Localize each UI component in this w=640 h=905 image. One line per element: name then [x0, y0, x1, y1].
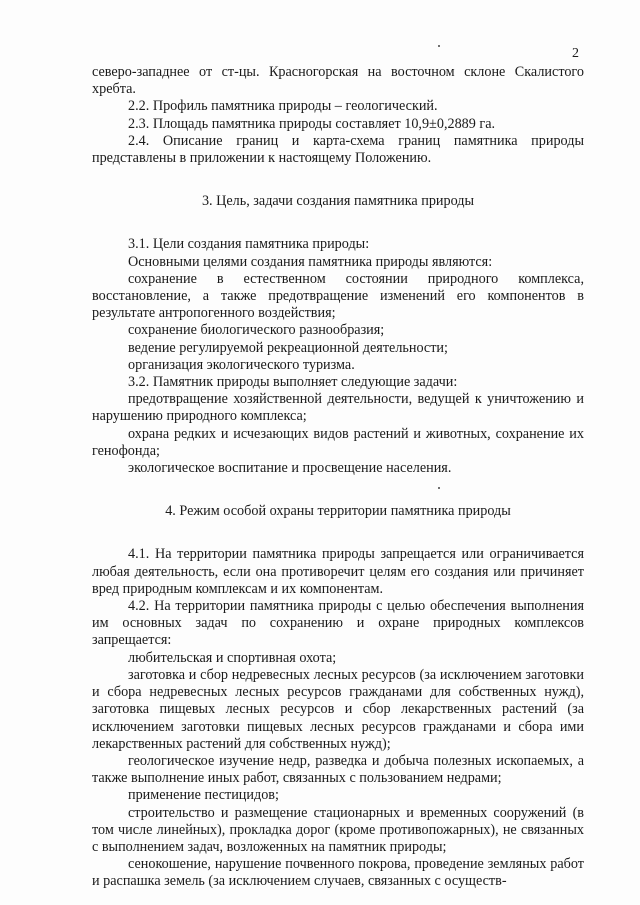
prohibited-item: геологическое изучение недр, разведка и добыча полезных ископаемых, а также выполнение иных работ, связанных с пользованием недрами;: [92, 752, 584, 787]
paragraph-2-3: 2.3. Площадь памятника природы составляет 10,9±0,2889 га.: [128, 115, 496, 132]
document-body: [92, 64, 584, 891]
paragraph-2-4: 2.4. Описание границ и карта-схема границ памятника природы представлены в приложении к настоящему Положению.: [92, 132, 584, 167]
task-item: охрана редких и исчезающих видов растений и животных, сохранение их генофонда;: [92, 425, 584, 459]
paragraph-3-2: 3.2. Памятник природы выполняет следующие задачи:: [128, 374, 458, 391]
paragraph-4-1: 4.1. На территории памятника природы запрещается или ограничивается любая деятельность, если она противоречит целям его создания или причиняет вред природным комплексам и их компонентам.: [92, 546, 584, 597]
goal-item: сохранение биологического разнообразия;: [128, 322, 385, 339]
task-item: предотвращение хозяйственной деятельности, ведущей к уничтожению и нарушению природного комплекса;: [92, 391, 584, 425]
prohibited-item: строительство и размещение стационарных и временных сооружений (в том числе линейных), прокладка дорог (кроме противопожарных), не связанных с выполнением задач, возложенных на памятник природы;: [92, 804, 584, 855]
prohibited-item: заготовка и сбор недревесных лесных ресурсов (за исключением заготовки и сбора недревесных лесных ресурсов гражданами для собственных нужд), заготовка пищевых лесных ресурсов и сбор лекарственных растений (за исключением заготовки пищевых лесных ресурсов гражданами и сбора ими лекарственных растений для собственных нужд);: [92, 666, 584, 752]
scan-speck: [438, 45, 440, 47]
paragraph-3-1: 3.1. Цели создания памятника природы:: [128, 236, 370, 253]
page-number: 2: [572, 46, 579, 61]
section-4-heading: 4. Режим особой охраны территории памятника природы: [165, 503, 511, 520]
goal-item: сохранение в естественном состоянии природного комплекса, восстановление, а также предотвращение изменений его компонентов в результате антропогенного воздействия;: [92, 270, 584, 322]
prohibited-item: любительская и спортивная охота;: [128, 649, 337, 666]
goal-item: организация экологического туризма.: [128, 356, 355, 373]
paragraph-2-2: 2.2. Профиль памятника природы – геологический.: [128, 98, 438, 115]
paragraph-4-2: 4.2. На территории памятника природы с целью обеспечения выполнения им основных задач по сохранению и охране природных комплексов запрещается:: [92, 598, 584, 649]
prohibited-item: сенокошение, нарушение почвенного покрова, проведение земляных работ и распашка земель (за исключением случаев, связанных с осуществ-: [92, 856, 584, 890]
goal-item: ведение регулируемой рекреационной деятельности;: [128, 339, 448, 356]
section-3-heading: 3. Цель, задачи создания памятника природы: [201, 193, 475, 210]
prohibited-item: применение пестицидов;: [128, 787, 279, 804]
task-item: экологическое воспитание и просвещение населения.: [128, 460, 452, 477]
goals-intro: Основными целями создания памятника природы являются:: [128, 253, 493, 270]
continuation-paragraph: северо-западнее от ст-цы. Красногорская на восточном склоне Скалистого хребта.: [92, 64, 584, 98]
